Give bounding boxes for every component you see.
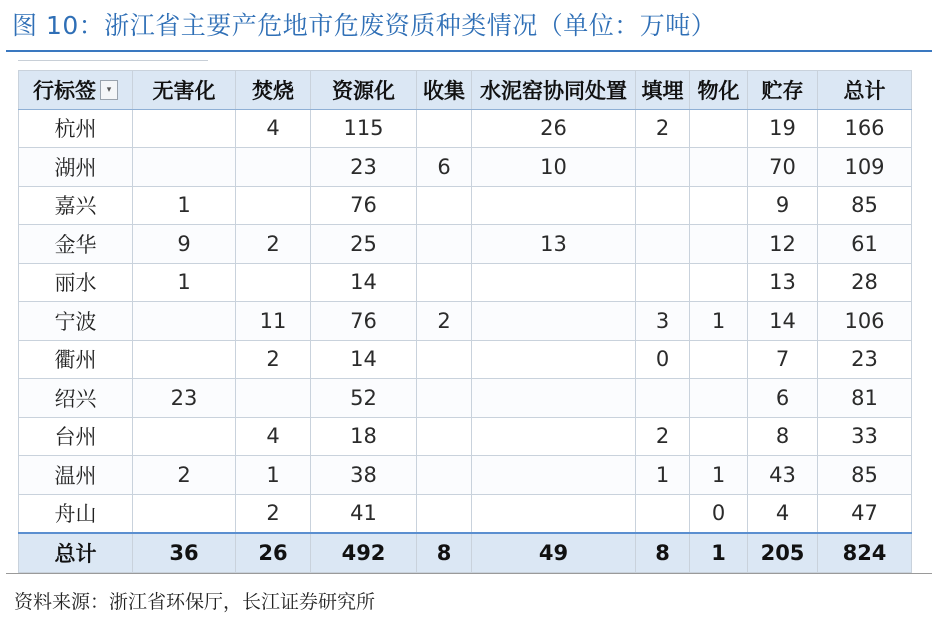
column-header: 总计 xyxy=(818,71,912,110)
value-cell xyxy=(690,148,748,187)
total-cell: 1 xyxy=(690,533,748,572)
value-cell: 85 xyxy=(818,186,912,225)
total-cell: 49 xyxy=(472,533,636,572)
value-cell xyxy=(472,186,636,225)
value-cell: 47 xyxy=(818,494,912,533)
value-cell: 14 xyxy=(311,263,417,302)
value-cell: 2 xyxy=(417,302,472,341)
row-label-cell: 金华 xyxy=(19,225,133,264)
total-cell: 8 xyxy=(636,533,690,572)
column-header: 填埋 xyxy=(636,71,690,110)
value-cell: 115 xyxy=(311,109,417,148)
value-cell: 23 xyxy=(133,379,236,418)
value-cell xyxy=(236,263,311,302)
column-header: 收集 xyxy=(417,71,472,110)
value-cell xyxy=(133,302,236,341)
value-cell: 76 xyxy=(311,302,417,341)
total-label-cell: 总计 xyxy=(19,533,133,572)
column-header[interactable] xyxy=(19,71,133,110)
column-header: 物化 xyxy=(690,71,748,110)
value-cell: 109 xyxy=(818,148,912,187)
value-cell xyxy=(133,109,236,148)
value-cell: 1 xyxy=(236,456,311,495)
value-cell: 2 xyxy=(636,417,690,456)
value-cell xyxy=(472,379,636,418)
value-cell: 4 xyxy=(236,417,311,456)
value-cell: 1 xyxy=(636,456,690,495)
value-cell: 0 xyxy=(690,494,748,533)
value-cell xyxy=(417,340,472,379)
page-title: 图 10：浙江省主要产危地市危废资质种类情况（单位：万吨） xyxy=(12,11,717,40)
row-label-header xyxy=(33,75,118,105)
value-cell: 7 xyxy=(748,340,818,379)
value-cell: 3 xyxy=(636,302,690,341)
value-cell xyxy=(472,302,636,341)
row-label-cell: 宁波 xyxy=(19,302,133,341)
value-cell: 28 xyxy=(818,263,912,302)
value-cell: 13 xyxy=(472,225,636,264)
row-label-cell: 绍兴 xyxy=(19,379,133,418)
value-cell xyxy=(417,263,472,302)
table-row xyxy=(19,186,912,225)
value-cell xyxy=(472,417,636,456)
total-cell: 205 xyxy=(748,533,818,572)
value-cell: 11 xyxy=(236,302,311,341)
value-cell xyxy=(690,340,748,379)
table-row xyxy=(19,263,912,302)
value-cell xyxy=(417,186,472,225)
table-row xyxy=(19,494,912,533)
value-cell: 166 xyxy=(818,109,912,148)
total-cell: 26 xyxy=(236,533,311,572)
value-cell: 13 xyxy=(748,263,818,302)
toolbar-remnant xyxy=(18,60,208,67)
value-cell xyxy=(236,379,311,418)
value-cell: 1 xyxy=(133,186,236,225)
value-cell: 10 xyxy=(472,148,636,187)
column-header-label: 行标签 xyxy=(33,78,96,103)
value-cell: 1 xyxy=(690,302,748,341)
value-cell: 106 xyxy=(818,302,912,341)
row-label-cell: 温州 xyxy=(19,456,133,495)
title-divider xyxy=(6,50,932,52)
value-cell: 52 xyxy=(311,379,417,418)
source-note: 资料来源：浙江省环保厅，长江证券研究所 xyxy=(14,591,376,613)
value-cell xyxy=(417,225,472,264)
row-label-cell: 湖州 xyxy=(19,148,133,187)
total-row xyxy=(19,533,912,572)
header-row xyxy=(19,71,912,110)
table-row xyxy=(19,379,912,418)
value-cell xyxy=(133,340,236,379)
value-cell: 23 xyxy=(311,148,417,187)
value-cell xyxy=(417,109,472,148)
table-row xyxy=(19,225,912,264)
row-label-cell: 丽水 xyxy=(19,263,133,302)
value-cell: 2 xyxy=(236,340,311,379)
value-cell: 70 xyxy=(748,148,818,187)
hazardous-waste-table xyxy=(18,70,912,573)
value-cell xyxy=(417,379,472,418)
value-cell xyxy=(133,494,236,533)
value-cell xyxy=(690,379,748,418)
table-row xyxy=(19,340,912,379)
table-row xyxy=(19,148,912,187)
value-cell xyxy=(690,263,748,302)
column-header: 水泥窑协同处置 xyxy=(472,71,636,110)
value-cell: 6 xyxy=(748,379,818,418)
value-cell xyxy=(636,494,690,533)
total-cell: 8 xyxy=(417,533,472,572)
value-cell xyxy=(236,148,311,187)
table-row xyxy=(19,109,912,148)
value-cell xyxy=(472,494,636,533)
value-cell xyxy=(133,417,236,456)
row-label-cell: 嘉兴 xyxy=(19,186,133,225)
value-cell: 38 xyxy=(311,456,417,495)
value-cell: 4 xyxy=(236,109,311,148)
row-label-cell: 杭州 xyxy=(19,109,133,148)
value-cell xyxy=(636,148,690,187)
source-divider xyxy=(6,573,932,574)
value-cell: 81 xyxy=(818,379,912,418)
value-cell: 26 xyxy=(472,109,636,148)
total-cell: 36 xyxy=(133,533,236,572)
table-row xyxy=(19,456,912,495)
table-body xyxy=(19,109,912,533)
value-cell xyxy=(690,109,748,148)
column-header: 资源化 xyxy=(311,71,417,110)
table-row xyxy=(19,302,912,341)
value-cell: 2 xyxy=(236,225,311,264)
value-cell xyxy=(690,186,748,225)
value-cell xyxy=(690,417,748,456)
value-cell: 85 xyxy=(818,456,912,495)
value-cell xyxy=(417,417,472,456)
value-cell: 2 xyxy=(636,109,690,148)
value-cell: 19 xyxy=(748,109,818,148)
value-cell xyxy=(636,225,690,264)
value-cell xyxy=(236,186,311,225)
value-cell xyxy=(636,263,690,302)
value-cell xyxy=(636,186,690,225)
value-cell xyxy=(472,340,636,379)
value-cell xyxy=(417,456,472,495)
value-cell: 8 xyxy=(748,417,818,456)
value-cell: 76 xyxy=(311,186,417,225)
column-header: 焚烧 xyxy=(236,71,311,110)
value-cell: 12 xyxy=(748,225,818,264)
row-label-cell: 舟山 xyxy=(19,494,133,533)
value-cell: 2 xyxy=(133,456,236,495)
value-cell xyxy=(472,456,636,495)
value-cell xyxy=(133,148,236,187)
value-cell: 4 xyxy=(748,494,818,533)
value-cell xyxy=(636,379,690,418)
column-header: 无害化 xyxy=(133,71,236,110)
total-cell: 492 xyxy=(311,533,417,572)
value-cell: 23 xyxy=(818,340,912,379)
value-cell: 14 xyxy=(748,302,818,341)
value-cell: 43 xyxy=(748,456,818,495)
value-cell: 9 xyxy=(748,186,818,225)
row-label-cell: 台州 xyxy=(19,417,133,456)
value-cell xyxy=(417,494,472,533)
table-row xyxy=(19,417,912,456)
value-cell: 1 xyxy=(690,456,748,495)
value-cell: 14 xyxy=(311,340,417,379)
value-cell: 61 xyxy=(818,225,912,264)
value-cell xyxy=(472,263,636,302)
total-cell: 824 xyxy=(818,533,912,572)
value-cell: 18 xyxy=(311,417,417,456)
column-header: 贮存 xyxy=(748,71,818,110)
value-cell: 33 xyxy=(818,417,912,456)
value-cell: 2 xyxy=(236,494,311,533)
value-cell: 41 xyxy=(311,494,417,533)
value-cell: 25 xyxy=(311,225,417,264)
row-label-cell: 衢州 xyxy=(19,340,133,379)
value-cell: 1 xyxy=(133,263,236,302)
value-cell xyxy=(690,225,748,264)
dropdown-arrow-icon[interactable]: ▾ xyxy=(100,80,118,100)
value-cell: 6 xyxy=(417,148,472,187)
value-cell: 9 xyxy=(133,225,236,264)
value-cell: 0 xyxy=(636,340,690,379)
